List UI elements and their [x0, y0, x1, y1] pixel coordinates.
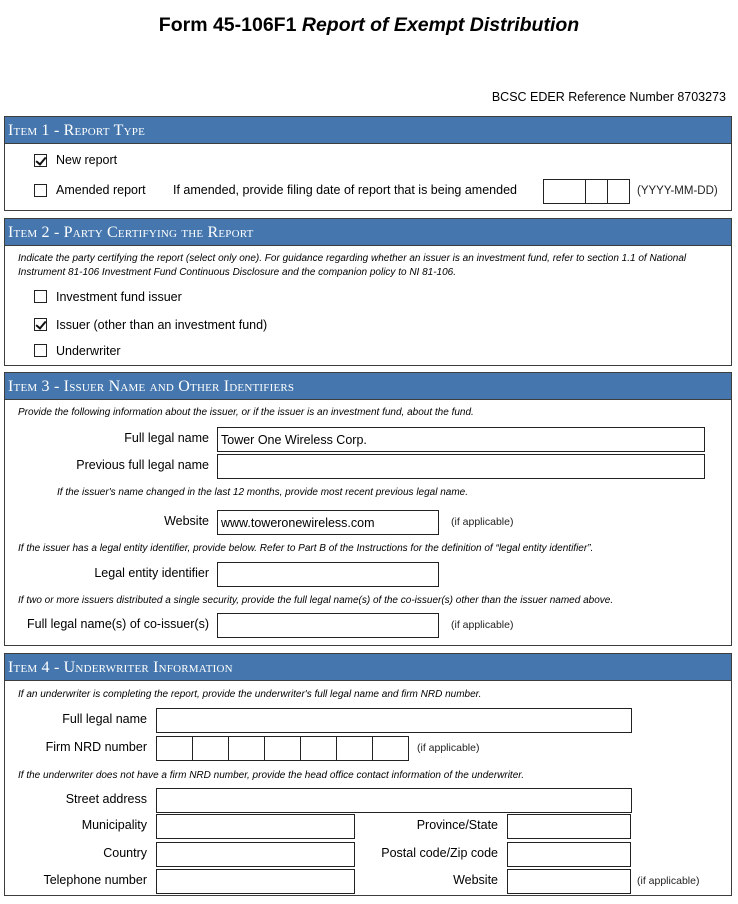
lei-instruction: If the issuer has a legal entity identifier, provide below. Refer to Part B of the Instructions for the definition of “legal entity identifier”.: [18, 543, 594, 554]
coissuer-label: Full legal name(s) of co-issuer(s): [27, 617, 209, 631]
coissuer-instruction: If two or more issuers distributed a single security, provide the full legal name(s) of the co-issuer(s) other than the issuer named above.: [18, 595, 614, 606]
item4-section: [4, 653, 732, 896]
contact-instruction: If the underwriter does not have a firm NRD number, provide the head office contact information of the underwriter.: [18, 770, 525, 781]
firm-nrd-label: Firm NRD number: [45, 740, 147, 754]
item4-heading: Item 4 - Underwriter Information: [5, 654, 731, 681]
underwriter-website-field[interactable]: [507, 869, 631, 894]
new-report-checkbox[interactable]: [34, 154, 47, 167]
item2-instruction-line1: Indicate the party certifying the report (select only one). For guidance regarding whether an issuer is an investment fund, refer to section 1.1 of National: [18, 253, 687, 264]
website-label: Website: [164, 514, 209, 528]
item4-instruction: If an underwriter is completing the report, provide the underwriter's full legal name and firm NRD number.: [18, 689, 482, 700]
underwriter-full-legal-name-label: Full legal name: [62, 712, 147, 726]
country-field[interactable]: [156, 842, 355, 867]
postal-code-field[interactable]: [507, 842, 631, 867]
previous-legal-name-label: Previous full legal name: [76, 458, 209, 472]
previous-name-note: If the issuer's name changed in the last 12 months, provide most recent previous legal name.: [57, 487, 469, 498]
reference-number: BCSC EDER Reference Number 8703273: [491, 90, 726, 104]
date-format-hint: (YYYY-MM-DD): [637, 185, 718, 197]
item2-section: [4, 218, 732, 366]
item3-instruction: Provide the following information about the issuer, or if the issuer is an investment fund, about the fund.: [18, 407, 474, 418]
province-label: Province/State: [416, 818, 498, 832]
new-report-label: New report: [56, 153, 118, 167]
underwriter-full-legal-name-field[interactable]: [156, 708, 632, 733]
website-if-applicable: (if applicable): [451, 516, 514, 528]
nrd-if-applicable: (if applicable): [417, 742, 480, 754]
street-address-field[interactable]: [156, 788, 632, 813]
item2-heading: Item 2 - Party Certifying the Report: [5, 219, 731, 246]
lei-field[interactable]: [217, 562, 439, 587]
item3-section: [4, 372, 732, 646]
issuer-label: Issuer (other than an investment fund): [56, 318, 268, 332]
website-field[interactable]: www.toweronewireless.com: [217, 510, 439, 535]
municipality-label: Municipality: [81, 818, 147, 832]
coissuer-field[interactable]: [217, 613, 439, 638]
underwriter-label: Underwriter: [56, 344, 121, 358]
item3-heading: Item 3 - Issuer Name and Other Identifiers: [5, 373, 731, 400]
lei-label: Legal entity identifier: [94, 566, 209, 580]
telephone-label: Telephone number: [43, 873, 147, 887]
item2-instruction-line2: Instrument 81-106 Investment Fund Continuous Disclosure and the companion policy to NI 81-106.: [18, 267, 457, 278]
issuer-full-legal-name-label: Full legal name: [124, 431, 209, 445]
coissuer-if-applicable: (if applicable): [451, 619, 514, 631]
country-label: Country: [103, 846, 147, 860]
amended-report-checkbox[interactable]: [34, 184, 47, 197]
postal-code-label: Postal code/Zip code: [381, 846, 498, 860]
issuer-full-legal-name-field[interactable]: Tower One Wireless Corp.: [217, 427, 705, 452]
underwriter-website-if-applicable: (if applicable): [637, 875, 700, 887]
form-number: Form 45-106F1: [158, 14, 297, 36]
investment-fund-issuer-checkbox[interactable]: [34, 290, 47, 303]
firm-nrd-field[interactable]: [156, 736, 409, 761]
item1-section: [4, 116, 732, 211]
item1-heading: Item 1 - Report Type: [5, 117, 731, 144]
underwriter-checkbox[interactable]: [34, 344, 47, 357]
amended-date-prompt: If amended, provide filing date of report that is being amended: [173, 183, 517, 197]
underwriter-website-label: Website: [453, 873, 498, 887]
municipality-field[interactable]: [156, 814, 355, 839]
amended-report-label: Amended report: [56, 183, 146, 197]
previous-legal-name-field[interactable]: [217, 454, 705, 479]
form-report-name: Report of Exempt Distribution: [301, 14, 580, 36]
investment-fund-issuer-label: Investment fund issuer: [56, 290, 182, 304]
form-title: [0, 14, 738, 37]
telephone-field[interactable]: [156, 869, 355, 894]
province-field[interactable]: [507, 814, 631, 839]
amended-date-input[interactable]: [543, 179, 630, 204]
issuer-checkbox[interactable]: [34, 318, 47, 331]
street-address-label: Street address: [65, 792, 147, 806]
